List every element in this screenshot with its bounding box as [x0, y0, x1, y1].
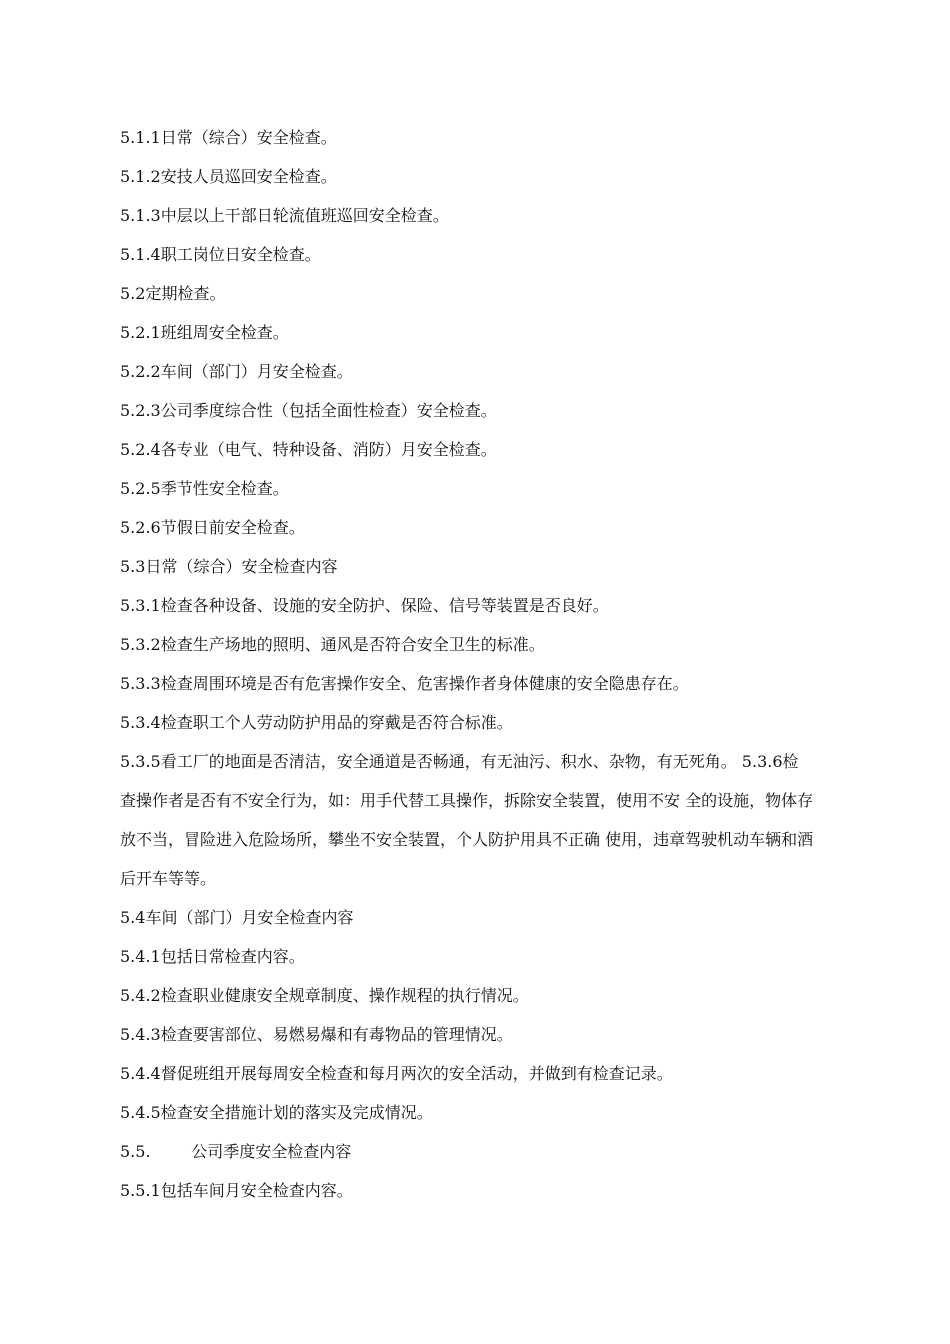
item-5-2-3: 5.2.3公司季度综合性（包括全面性检查）安全检查。: [120, 401, 497, 420]
item-5-1-4: 5.1.4职工岗位日安全检查。: [120, 245, 321, 264]
item-5-3-2: 5.3.2检查生产场地的照明、通风是否符合安全卫生的标准。: [120, 635, 545, 654]
item-5-1-1: 5.1.1日常（综合）安全检查。: [120, 128, 337, 147]
item-5-3-5-paragraph: [120, 742, 868, 898]
item-5-3-4: 5.3.4检查职工个人劳动防护用品的穿戴是否符合标准。: [120, 713, 513, 732]
item-5-4-2: 5.4.2检查职业健康安全规章制度、操作规程的执行情况。: [120, 986, 529, 1005]
item-5-2-4: 5.2.4各专业（电气、特种设备、消防）月安全检查。: [120, 440, 497, 459]
paragraph-line: 后开车等等。: [120, 869, 217, 888]
paragraph-line: 放不当，冒险进入危险场所，攀坐不安全装置，个人防护用具不正确 使用，违章驾驶机动车辆和酒: [120, 830, 814, 849]
item-5-4-5: 5.4.5检查安全措施计划的落实及完成情况。: [120, 1103, 433, 1122]
heading-5-3: 5.3日常（综合）安全检查内容: [120, 557, 338, 576]
item-5-3-3: 5.3.3检查周围环境是否有危害操作安全、危害操作者身体健康的安全隐患存在。: [120, 674, 689, 693]
item-5-3-1: 5.3.1检查各种设备、设施的安全防护、保险、信号等装置是否良好。: [120, 596, 609, 615]
heading-5-5: 5.5. 公司季度安全检查内容: [120, 1142, 352, 1161]
item-5-2-1: 5.2.1班组周安全检查。: [120, 323, 289, 342]
paragraph-line: 查操作者是否有不安全行为，如：用手代替工具操作，拆除安全装置，使用不安 全的设施，物体存: [120, 791, 814, 810]
item-5-5-1: 5.5.1包括车间月安全检查内容。: [120, 1181, 353, 1200]
heading-5-4: 5.4车间（部门）月安全检查内容: [120, 908, 354, 927]
item-5-2-5: 5.2.5季节性安全检查。: [120, 479, 289, 498]
item-5-4-3: 5.4.3检查要害部位、易燃易爆和有毒物品的管理情况。: [120, 1025, 513, 1044]
item-5-1-2: 5.1.2安技人员巡回安全检查。: [120, 167, 337, 186]
paragraph-line: 5.3.5看工厂的地面是否清洁，安全通道是否畅通，有无油污、积水、杂物，有无死角。 5.3.6检: [120, 752, 799, 771]
item-5-2-6: 5.2.6节假日前安全检查。: [120, 518, 305, 537]
item-5-1-3: 5.1.3中层以上干部日轮流值班巡回安全检查。: [120, 206, 449, 225]
item-5-2-2: 5.2.2车间（部门）月安全检查。: [120, 362, 353, 381]
heading-5-2: 5.2定期检查。: [120, 284, 226, 303]
document-body: [120, 118, 868, 1210]
item-5-4-1: 5.4.1包括日常检查内容。: [120, 947, 305, 966]
item-5-4-4: 5.4.4督促班组开展每周安全检查和每月两次的安全活动，并做到有检查记录。: [120, 1064, 673, 1083]
